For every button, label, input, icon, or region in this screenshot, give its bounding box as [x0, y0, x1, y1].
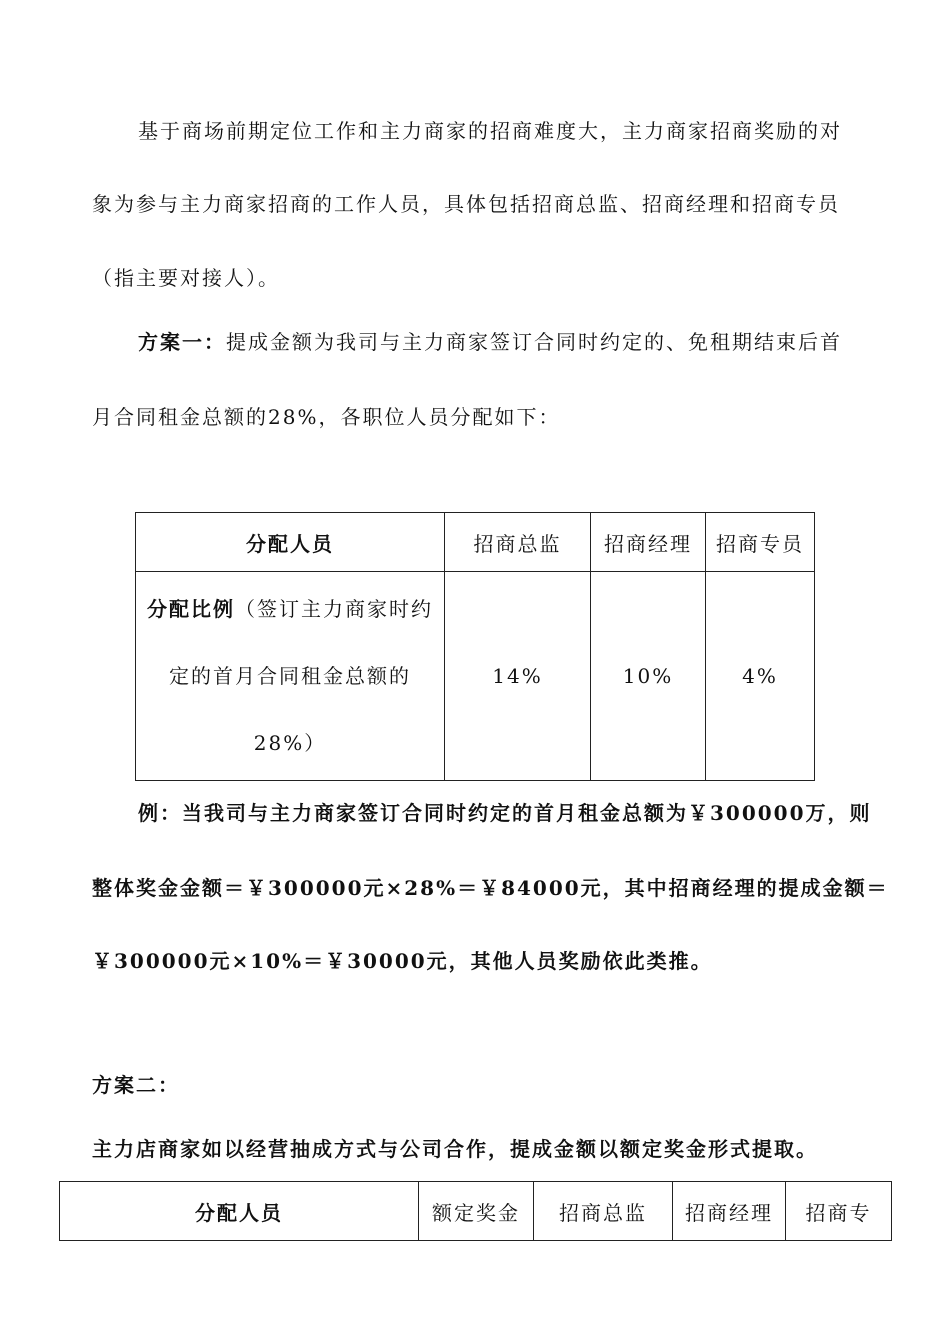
plan1-allocation-table — [135, 512, 815, 781]
intro-line-2: 象为参与主力商家招商的工作人员，具体包括招商总监、招商经理和招商专员 — [92, 192, 840, 216]
header-cell-specialist: 招商专 — [786, 1182, 892, 1241]
header-cell-staff: 分配人员 — [136, 513, 445, 572]
row-label-text — [136, 576, 444, 777]
header-cell-manager: 招商经理 — [591, 513, 706, 572]
intro-line-1: 基于商场前期定位工作和主力商家的招商难度大，主力商家招商奖励的对 — [138, 119, 842, 143]
intro-line-3: （指主要对接人）。 — [92, 266, 280, 290]
example-line-3: ￥300000元×10%＝￥30000元，其他人员奖励依此类推。 — [92, 949, 713, 973]
row-label-line-1 — [136, 576, 444, 643]
header-cell-director: 招商总监 — [534, 1182, 673, 1241]
plan1-line-2: 月合同租金总额的28%，各职位人员分配如下： — [92, 405, 561, 429]
row-label-cell — [136, 572, 445, 781]
header-cell-director: 招商总监 — [445, 513, 591, 572]
plan1-line-1 — [138, 326, 918, 355]
plan2-line-1: 主力店商家如以经营抽成方式与公司合作，提成金额以额定奖金形式提取。 — [92, 1137, 818, 1161]
plan1-text: 提成金额为我司与主力商家签订合同时约定的、免租期结束后首 — [226, 330, 842, 354]
example-line-1: 例：当我司与主力商家签订合同时约定的首月租金总额为￥300000万，则 — [138, 801, 872, 825]
table-row — [60, 1182, 892, 1241]
plan2-allocation-table — [59, 1181, 892, 1241]
value-cell-director: 14% — [445, 572, 591, 781]
example-line-2: 整体奖金金额＝￥300000元×28%＝￥84000元，其中招商经理的提成金额＝ — [92, 876, 889, 900]
table-row — [136, 572, 815, 781]
header-cell-staff: 分配人员 — [60, 1182, 419, 1241]
table-row — [136, 513, 815, 572]
row-label-bold: 分配比例 — [147, 596, 235, 621]
header-cell-fixed-bonus: 额定奖金 — [419, 1182, 534, 1241]
row-label-line-2: 定的首月合同租金总额的 — [169, 663, 411, 688]
value-cell-specialist: 4% — [706, 572, 815, 781]
header-cell-specialist: 招商专员 — [706, 513, 815, 572]
plan2-label: 方案二： — [92, 1073, 180, 1097]
plan1-label: 方案一： — [138, 330, 226, 354]
header-cell-manager: 招商经理 — [673, 1182, 786, 1241]
value-cell-manager: 10% — [591, 572, 706, 781]
row-label-line-3: 28%） — [253, 730, 327, 755]
row-label-rest: （签订主力商家时约 — [235, 596, 433, 621]
